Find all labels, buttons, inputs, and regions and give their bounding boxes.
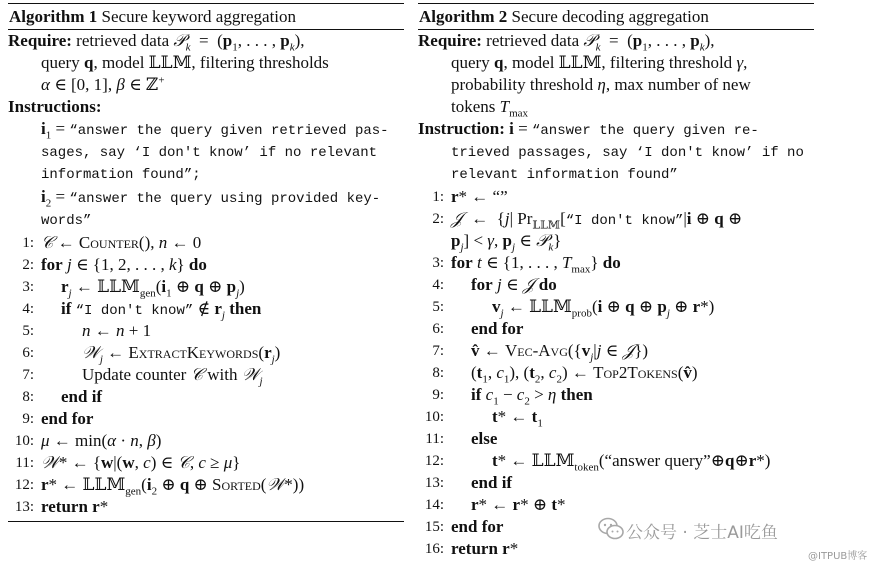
require-block — [418, 30, 814, 118]
step-line: 12: t* ← 𝕃𝕃𝕄$_{token}$(“answer query”⊕q⊕r*) — [424, 451, 771, 474]
step-line: 14: r* ← r* ⊕ t* — [424, 495, 566, 514]
step-line: 8: end if — [22, 387, 103, 406]
step-line: 3: for t ∈ {1, . . . , $T_{max}$} do — [432, 253, 621, 276]
algorithm-1-title — [8, 4, 404, 29]
step-line: 4: for j ∈ 𝒥 do — [432, 275, 557, 294]
step-line: 3: $r_j$ ← $𝕃𝕃𝕄_{gen}(i_1$ ⊕ q ⊕ $p_j$) — [22, 277, 245, 300]
algorithm-title: Secure decoding aggregation — [511, 7, 709, 26]
step-line: 12: r* ← $𝕃𝕃𝕄_{gen}(i_2$ ⊕ q ⊕ Sorted(𝒲*)) — [14, 475, 305, 498]
step-line: 11: 𝒲* ← {w|(w, c) ∈ 𝒞, c ≥ μ} — [15, 453, 241, 472]
require-line-1: retrieved data 𝒫$_k$ = ($p_1$, . . . , $p_k$), — [486, 31, 715, 54]
step-line: 7: Update counter 𝒞 with 𝒲$_j$ — [22, 365, 263, 388]
step-line: 13: return r* — [14, 497, 109, 516]
step-line: 13: end if — [424, 473, 513, 492]
step-line: 10: t* ← $t_1$ — [424, 407, 543, 430]
require-label: Require: — [418, 31, 482, 50]
step-line: $p_j] < \gamma$, $p_j$ ∈ 𝒫$_k$} — [451, 231, 562, 254]
step-line: 16: return r* — [424, 539, 519, 558]
wechat-icon — [598, 516, 624, 542]
algorithm-label: Algorithm 2 — [419, 7, 508, 26]
require-line-2: query q, model 𝕃𝕃𝕄, filtering threshold γ, — [451, 53, 748, 72]
algorithm-title: Secure keyword aggregation — [101, 7, 297, 26]
watermark-subtext: @ITPUB博客 — [808, 551, 868, 562]
step-line: 9: end for — [22, 409, 94, 428]
step-line: 9: if $c_1 - c_2 > \eta$ then — [432, 385, 593, 408]
step-line: 2: for j ∈ {1, 2, . . . , k} do — [22, 255, 207, 274]
require-line-2: query q, model 𝕃𝕃𝕄, filtering thresholds — [41, 53, 329, 72]
require-line-4: tokens $T_{max}$ — [451, 97, 529, 120]
instruction-1: $i_1$ = “answer the query given retrieved pas- sages, say ‘I don't know’ if no relevant information found”; — [41, 119, 389, 183]
instruction-block: Instruction: i = “answer the query given re- trieved passages, say ‘I don't know’ if no relevant information found” — [418, 119, 804, 183]
require-line-3: α ∈ [0, 1], β ∈ ℤ+ — [41, 74, 165, 94]
step-line: 6: end for — [432, 319, 524, 338]
step-line: 5: n ← n + 1 — [22, 321, 152, 340]
require-line-3: probability threshold η, max number of new — [451, 75, 751, 94]
step-line: 8: ($t_1$, $c_1$), ($t_2$, $c_2$) ← Top2Tokens(v̂) — [432, 363, 698, 386]
step-line: 1: r* ← “” — [432, 187, 508, 206]
algorithm-2-box — [418, 3, 814, 560]
step-line: 1: 𝒞 ← Counter(), n ← 0 — [22, 233, 202, 252]
step-line: 11: else — [425, 429, 498, 448]
require-label: Require: — [8, 31, 72, 50]
step-line: 5: $v_j$ ← 𝕃𝕃𝕄$_{prob}$(i ⊕ q ⊕ $p_j$ ⊕ r*) — [432, 297, 715, 320]
step-line: 15: end for — [424, 517, 504, 536]
instructions-label: Instructions: — [8, 97, 102, 116]
step-line: 7: v̂ ← Vec-$Avg(\{v_j|j$ ∈ 𝒥}) — [432, 341, 649, 364]
algorithm-2-title — [418, 4, 814, 29]
step-line: 6: 𝒲$_j$ ← $ExtractKeywords(r_j)$ — [22, 343, 281, 366]
instruction-2: $i_2$ = “answer the query using provided key- words” — [41, 187, 381, 229]
algorithm-label: Algorithm 1 — [9, 7, 98, 26]
step-line: 4: if “I don't know” ∉ $r_j$ then — [22, 299, 262, 322]
algorithm-1-box — [8, 3, 404, 522]
require-block — [8, 30, 404, 96]
watermark-text: 公众号 · 芝士AI吃鱼 — [626, 523, 778, 543]
require-line-1: retrieved data 𝒫$_k$ = ($p_1$, . . . , $p_k$), — [76, 31, 305, 54]
bottom-rule — [8, 521, 404, 522]
step-line: 2: 𝒥 ← {j| $Pr_{𝕃𝕃𝕄}[“I$ don't know”|i ⊕ q ⊕ — [432, 209, 743, 232]
step-line: 10: μ ← min(α · n, β) — [14, 431, 162, 450]
